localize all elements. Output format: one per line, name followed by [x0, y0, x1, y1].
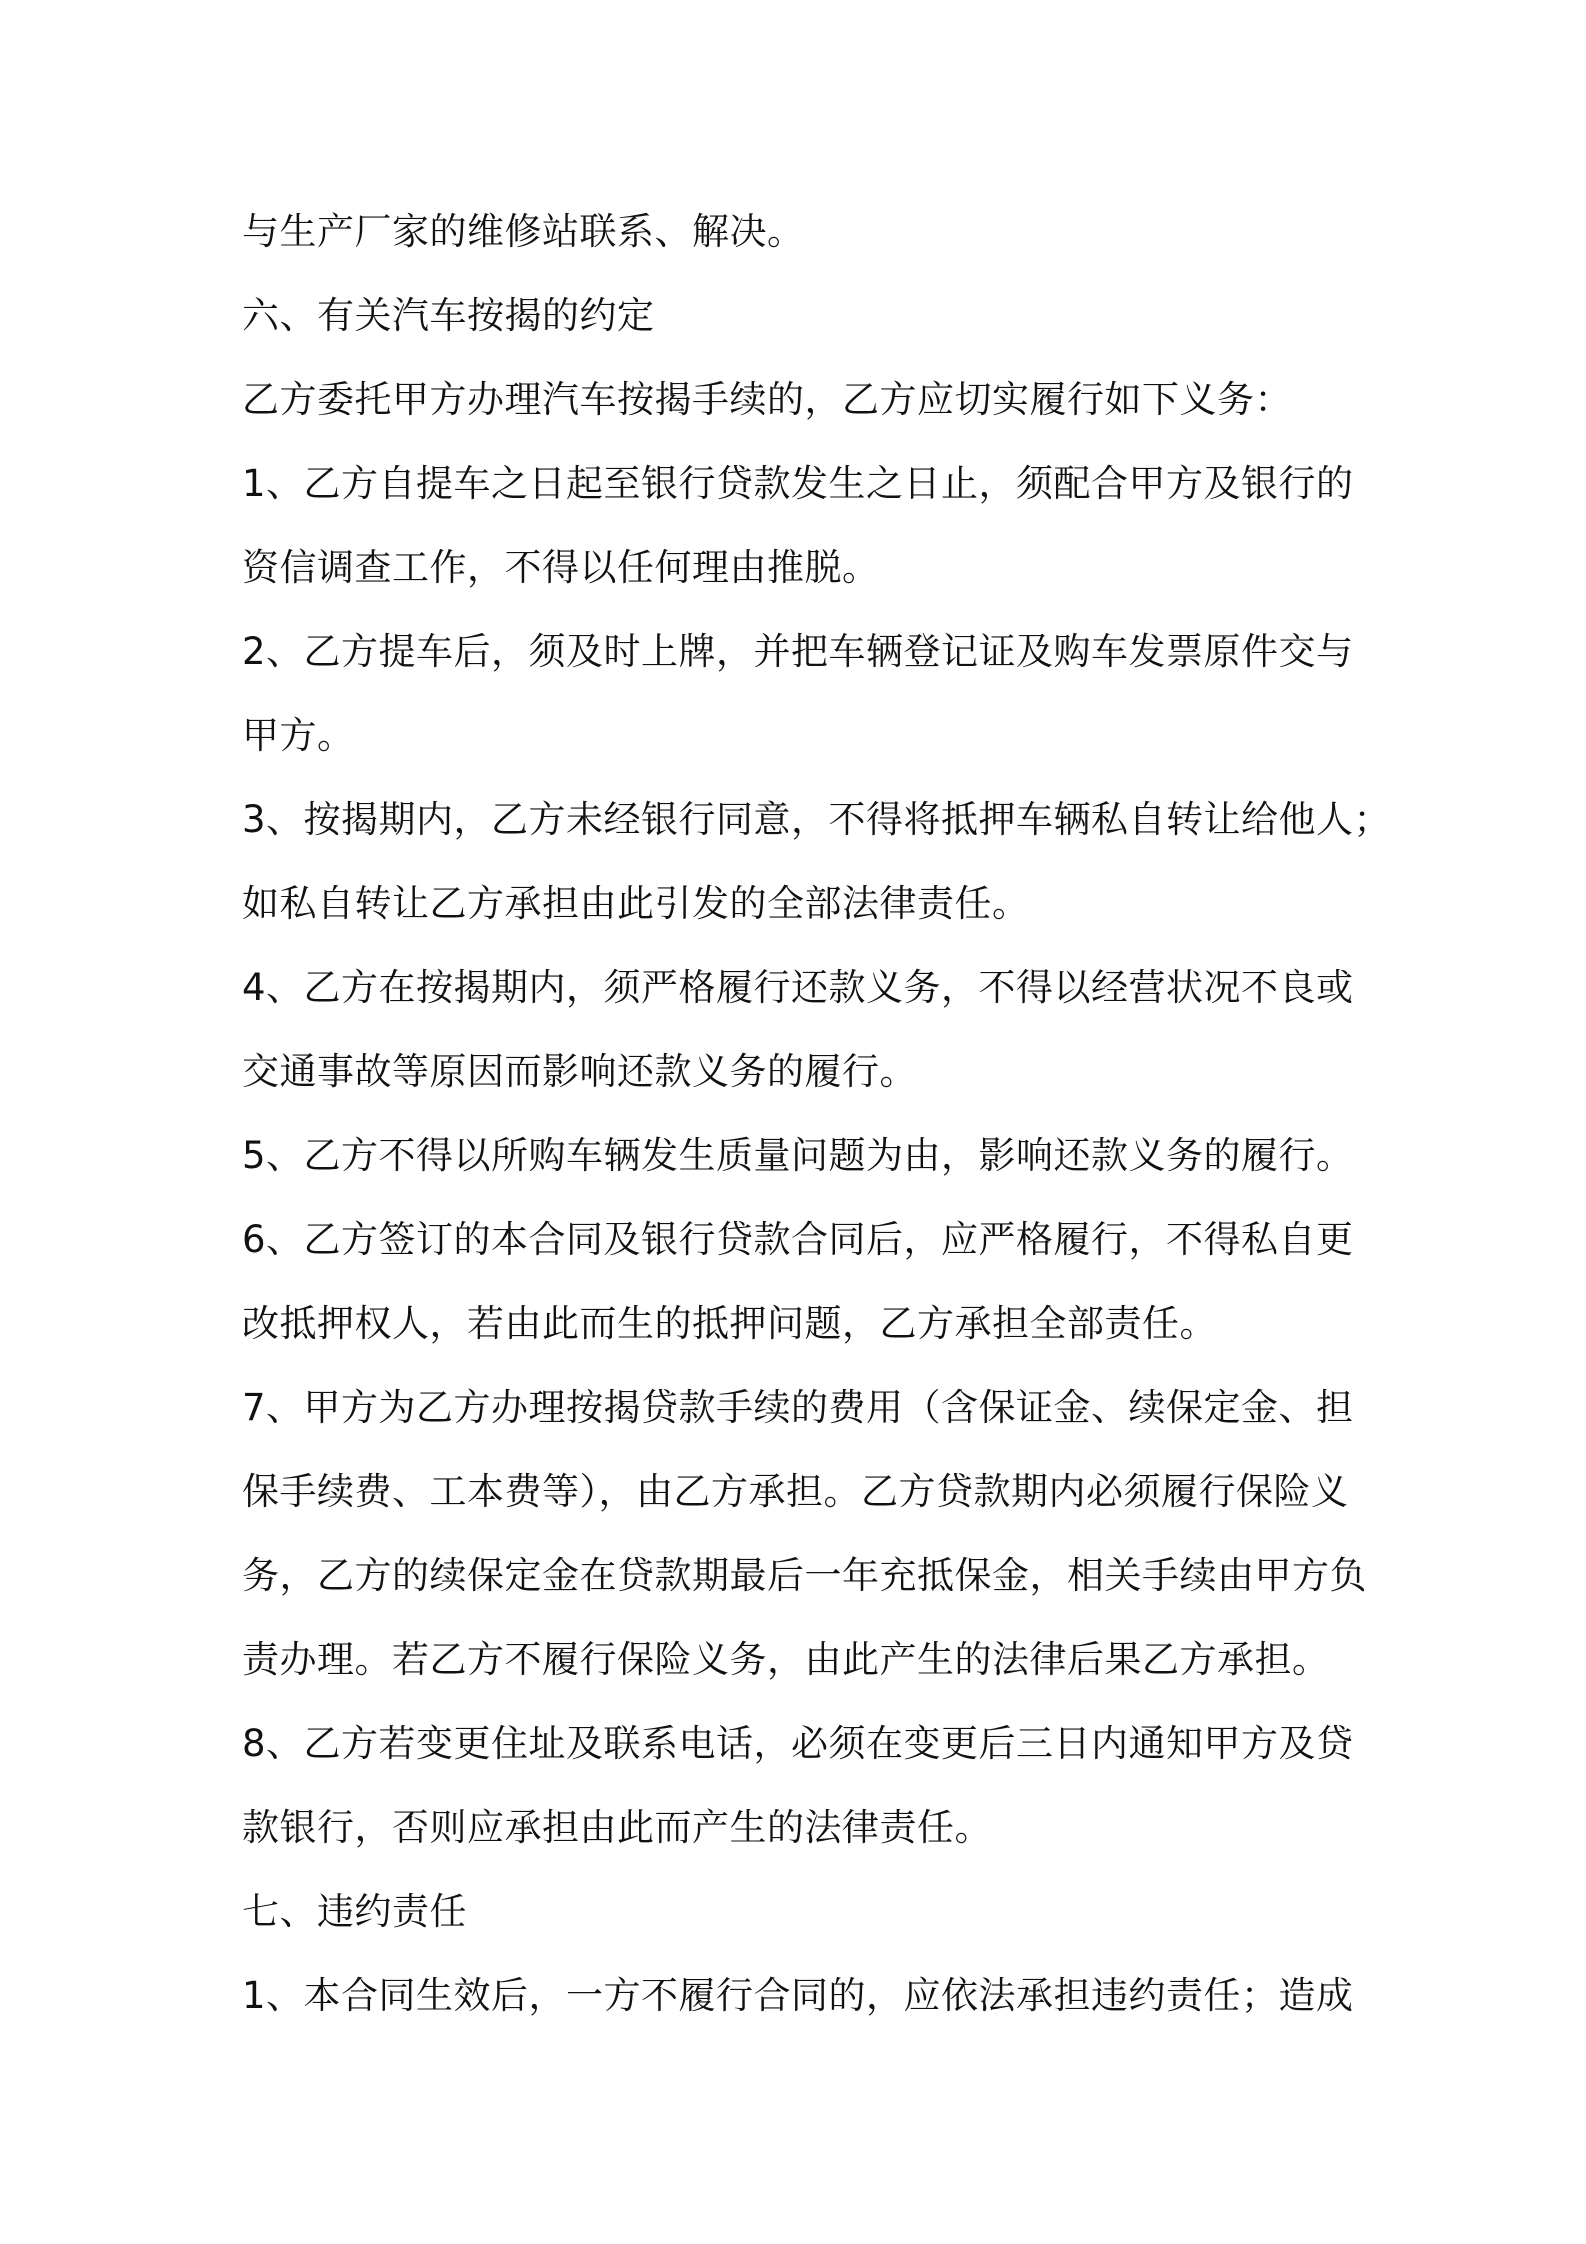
list-item: 3、按揭期内，乙方未经银行同意，不得将抵押车辆私自转让给他人；: [242, 798, 1392, 841]
text-line: 交通事故等原因而影响还款义务的履行。: [242, 1050, 917, 1093]
section-heading: 七、违约责任: [242, 1890, 467, 1933]
text-line: 资信调查工作，不得以任何理由推脱。: [242, 546, 880, 589]
text-line: 保手续费、工本费等），由乙方承担。乙方贷款期内必须履行保险义: [242, 1470, 1349, 1513]
list-item: 4、乙方在按揭期内，须严格履行还款义务，不得以经营状况不良或: [242, 966, 1354, 1009]
list-item: 8、乙方若变更住址及联系电话，必须在变更后三日内通知甲方及贷: [242, 1722, 1354, 1765]
text-line: 务，乙方的续保定金在贷款期最后一年充抵保金，相关手续由甲方负: [242, 1554, 1367, 1597]
text-line: 乙方委托甲方办理汽车按揭手续的，乙方应切实履行如下义务：: [242, 378, 1292, 421]
section-heading: 六、有关汽车按揭的约定: [242, 294, 655, 337]
text-line: 改抵押权人，若由此而生的抵押问题，乙方承担全部责任。: [242, 1302, 1217, 1345]
text-line: 与生产厂家的维修站联系、解决。: [242, 210, 805, 253]
list-item: 1、本合同生效后，一方不履行合同的，应依法承担违约责任；造成: [242, 1974, 1354, 2017]
list-item: 1、乙方自提车之日起至银行贷款发生之日止，须配合甲方及银行的: [242, 462, 1354, 505]
text-line: 款银行，否则应承担由此而产生的法律责任。: [242, 1806, 992, 1849]
list-item: 2、乙方提车后，须及时上牌，并把车辆登记证及购车发票原件交与: [242, 630, 1354, 673]
list-item: 7、甲方为乙方办理按揭贷款手续的费用（含保证金、续保定金、担: [242, 1386, 1354, 1429]
list-item: 6、乙方签订的本合同及银行贷款合同后，应严格履行，不得私自更: [242, 1218, 1354, 1261]
text-line: 甲方。: [242, 714, 355, 757]
list-item: 5、乙方不得以所购车辆发生质量问题为由，影响还款义务的履行。: [242, 1134, 1354, 1177]
text-line: 如私自转让乙方承担由此引发的全部法律责任。: [242, 882, 1030, 925]
text-line: 责办理。若乙方不履行保险义务，由此产生的法律后果乙方承担。: [242, 1638, 1330, 1681]
document-body: [242, 190, 1392, 2038]
